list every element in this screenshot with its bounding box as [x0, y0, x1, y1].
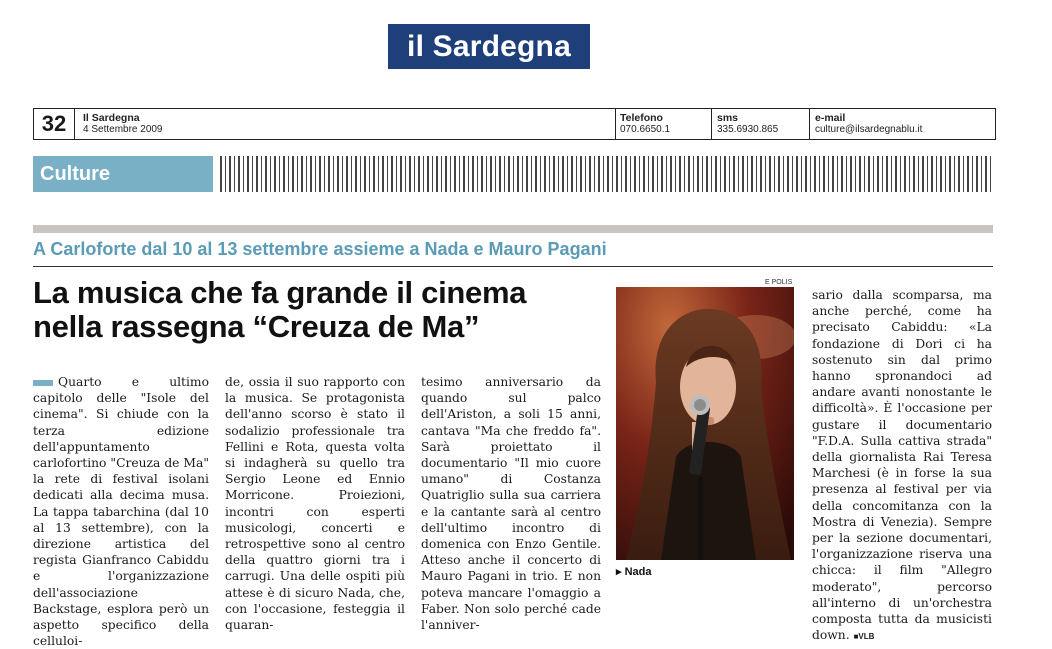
article-column-3	[421, 374, 601, 633]
header-divider	[615, 109, 616, 139]
section-label: Culture	[33, 156, 213, 192]
sms-info	[717, 112, 778, 136]
issue-date: 4 Settembre 2009	[83, 124, 163, 135]
section-rule	[33, 225, 993, 233]
article-column-4	[812, 287, 992, 645]
article-kicker: A Carloforte dal 10 al 13 settembre assieme a Nada e Mauro Pagani	[33, 239, 607, 259]
email-info	[815, 112, 922, 136]
column-4-text: sario dalla scomparsa, ma anche perché, come ha precisato Cabiddu: «La fondazione di Dori ci ha sostenuto sin dal primo hanno spronandoci ad andare avanti nonostante le difficoltà». È l'occasione per gustare il documentario "F.D.A. Sulla cattiva strada" della giornalista Rai Teresa Marchesi (è in forse la sua presenza al festival per via della concomitanza con la Mostra di Venezia). Sempre per la sezione documentari, l'organizzazione riserva una chicca: il film "Allegro moderato", percorso all'interno di un'orchestra composta tutta da musicisti down.	[812, 288, 992, 643]
page-header	[33, 108, 996, 140]
telefono-label: Telefono	[620, 112, 663, 124]
author-signature: ■VLB	[853, 632, 875, 642]
kicker-rule	[33, 266, 993, 267]
article-column-2	[225, 374, 405, 633]
header-divider	[995, 109, 996, 139]
paper-name: Il Sardegna	[83, 112, 140, 124]
telefono-value: 070.6650.1	[620, 124, 671, 135]
article-column-1	[33, 374, 209, 649]
masthead-logo: il Sardegna	[388, 24, 590, 69]
singer-photo	[616, 287, 794, 560]
header-divider	[711, 109, 712, 139]
sms-value: 335.6930.865	[717, 124, 779, 135]
header-divider	[809, 109, 810, 139]
photo-credit: E POLIS	[765, 279, 793, 286]
photo-illustration	[616, 287, 794, 560]
article-headline	[33, 276, 613, 344]
column-2-text: de, ossia il suo rapporto con la musica. Se protagonista dell'anno scorso è stato il sodalizio professionale tra Fellini e Rota, questa volta si indagherà su quello tra Sergio Leone ed Ennio Morricone. Proiezioni, incontri con esperti musicologi, concerti e retrospettive sono al centro della quattro giorni tra i carrugi. Una delle ospiti più attese è di sicuro Nada, che, con l'occasione, festeggia il quaran-	[225, 375, 405, 633]
lead-marker	[33, 380, 53, 386]
column-1-text: Quarto e ultimo capitolo delle "Isole del cinema". Si chiude con la terza edizione dell'appuntamento carlofortino "Creuza de Ma" la rete di festival isolani dedicati alla decima musa. La tappa tabarchina (dal 10 al 13 settembre), con la direzione artistica del regista Gianfranco Cabiddu e l'organizzazione dell'associazione Backstage, esplora però un aspetto specifico della celluloi-	[33, 375, 209, 649]
email-value: culture@ilsardegnablu.it	[815, 124, 923, 135]
telefono-info	[620, 112, 670, 136]
sms-label: sms	[717, 112, 739, 124]
headline-line-1: La musica che fa grande il cinema	[33, 275, 527, 310]
page-number: 32	[33, 109, 75, 139]
decorative-stripes	[220, 156, 992, 192]
column-3-text: tesimo anniversario da quando sul palco dell'Ariston, a soli 15 anni, cantava "Ma che freddo fa". Sarà proiettato il documentario "Il mio cuore umano" di Costanza Quatriglio sulla sua carriera e la cantante sarà al centro dell'ultimo incontro di domenica con Enzo Gentile. Atteso anche il concerto di Mauro Pagani in trio. E non poteva mancare l'omaggio a Faber. Non solo perché cade l'anniver-	[421, 375, 601, 633]
email-label: e-mail	[815, 112, 846, 124]
headline-line-2: nella rassegna “Creuza de Ma”	[33, 309, 480, 344]
paper-info	[83, 112, 163, 136]
photo-caption: ▸ Nada	[616, 566, 652, 578]
